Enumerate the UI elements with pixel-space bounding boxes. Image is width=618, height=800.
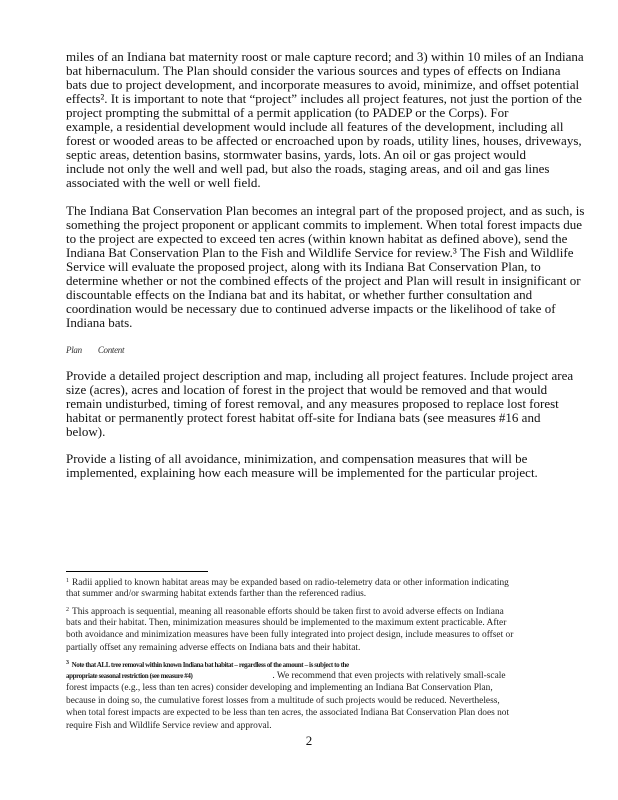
- text-line: bat hibernaculum. The Plan should consider the various sources and types of effects on Indiana: [66, 63, 561, 78]
- footnote-3: [66, 657, 509, 732]
- paragraph-scope: [66, 50, 584, 190]
- text-line: coordination would be necessary due to continued adverse impacts or the likelihood of take of: [66, 301, 556, 316]
- footnote-1-number: 1: [66, 578, 69, 584]
- text-line: effects². It is important to note that “project” includes all project features, not just the portion of the: [66, 91, 582, 106]
- text-line: Indiana bats.: [66, 315, 133, 330]
- footnote-3-line: forest impacts (e.g., less than ten acres) consider developing and implementing an Indiana Bat Conservation Plan,: [66, 683, 493, 693]
- text-line: determine whether or not the combined effects of the project and Plan will result in insignificant or: [66, 273, 581, 288]
- footnote-1-line: Radii applied to known habitat areas may be expanded based on radio-telemetry data or other information indicating: [72, 578, 509, 588]
- footnote-2: [66, 604, 513, 654]
- footnote-3-line: require Fish and Wildlife Service review and approval.: [66, 720, 272, 731]
- text-line: discountable effects on the Indiana bat and its habitat, or whether further consultation and: [66, 287, 533, 302]
- footnote-2-line: bats and their habitat. Then, minimization measures should be implemented to the maximum extent practicable. After: [66, 617, 507, 628]
- text-line: forest or wooded areas to be affected or encroached upon by roads, utility lines, houses, driveways,: [66, 133, 582, 148]
- heading-word-content: Content: [97, 345, 125, 355]
- text-line: Indiana Bat Conservation Plan to the Fish and Wildlife Service for review.³ The Fish and Wildlife: [66, 245, 574, 260]
- text-line: Provide a listing of all avoidance, minimization, and compensation measures that will be: [66, 451, 528, 466]
- footnote-3-line: appropriate seasonal restriction (see measure #4): [66, 671, 193, 680]
- text-line: something the project proponent or applicant commits to implement. When total forest impacts due: [66, 217, 583, 232]
- text-line: implemented, explaining how each measure will be implemented for the particular project.: [66, 465, 538, 480]
- text-line: bats due to project development, and incorporate measures to avoid, minimize, and offset potential: [66, 77, 580, 92]
- footnote-2-number: 2: [66, 607, 69, 613]
- footnote-1-line: that summer and/or swarming habitat extends farther than the referenced radius.: [66, 588, 367, 599]
- text-line: habitat or permanently protect forest habitat off-site for Indiana bats (see measures #16 and: [66, 410, 541, 425]
- footnote-3-line: when total forest impacts are expected to be less than ten acres, the associated Indiana Bat Conservation Plan does not: [66, 708, 510, 718]
- text-line: miles of an Indiana bat maternity roost or male capture record; and 3) within 10 miles of an Indiana: [66, 49, 584, 64]
- text-line: Service will evaluate the proposed project, along with its Indiana Bat Conservation Plan, to: [66, 259, 541, 274]
- footnote-2-line: both avoidance and minimization measures have been fully integrated into project design, include measures to offset or: [66, 630, 514, 640]
- footnote-3-line: because in doing so, the cumulative forest losses from a multitude of such projects would be reduced. Nevertheless,: [66, 695, 500, 706]
- heading-word-plan: Plan: [66, 345, 82, 355]
- footnote-2-line: This approach is sequential, meaning all reasonable efforts should be taken first to avoid adverse effects on Indiana: [72, 607, 504, 617]
- text-line: The Indiana Bat Conservation Plan becomes an integral part of the proposed project, and as such, is: [66, 203, 585, 218]
- text-line: septic areas, detention basins, stormwater basins, yards, lots. An oil or gas project would: [66, 147, 526, 162]
- footnote-3-number: 3: [66, 660, 69, 666]
- paragraph-plan-review: [66, 204, 584, 330]
- footnote-separator: [66, 571, 208, 572]
- page-number: 2: [305, 733, 313, 748]
- footnote-3-line-tail: . We recommend that even projects with relatively small-scale: [272, 670, 506, 681]
- text-line: remain undisturbed, timing of forest removal, and any measures proposed to replace lost forest: [66, 396, 559, 411]
- text-line: example, a residential development would include all features of the development, including all: [66, 119, 564, 134]
- text-line: project prompting the submittal of a permit application (to PADEP or the Corps). For: [66, 105, 509, 120]
- paragraph-measures-listing: [66, 452, 538, 480]
- paragraph-project-description: [66, 369, 573, 439]
- footnote-3-line: Note that ALL tree removal within known Indiana bat habitat – regardless of the amount – is subject to the: [71, 661, 349, 669]
- text-line: size (acres), acres and location of forest in the project that would be removed and that would: [66, 382, 548, 397]
- section-heading: [66, 345, 140, 355]
- footnote-1: [66, 575, 509, 600]
- text-line: to the project are expected to exceed ten acres (within known habitat as defined above), send the: [66, 231, 568, 246]
- text-line: include not only the well and well pad, but also the roads, staging areas, and oil and gas lines: [66, 161, 550, 176]
- text-line: associated with the well or well field.: [66, 175, 261, 190]
- text-line: below).: [66, 424, 106, 439]
- text-line: Provide a detailed project description and map, including all project features. Include project area: [66, 368, 574, 383]
- footnote-2-line: partially offset any remaining adverse effects on Indiana bats and their habitat.: [66, 642, 361, 653]
